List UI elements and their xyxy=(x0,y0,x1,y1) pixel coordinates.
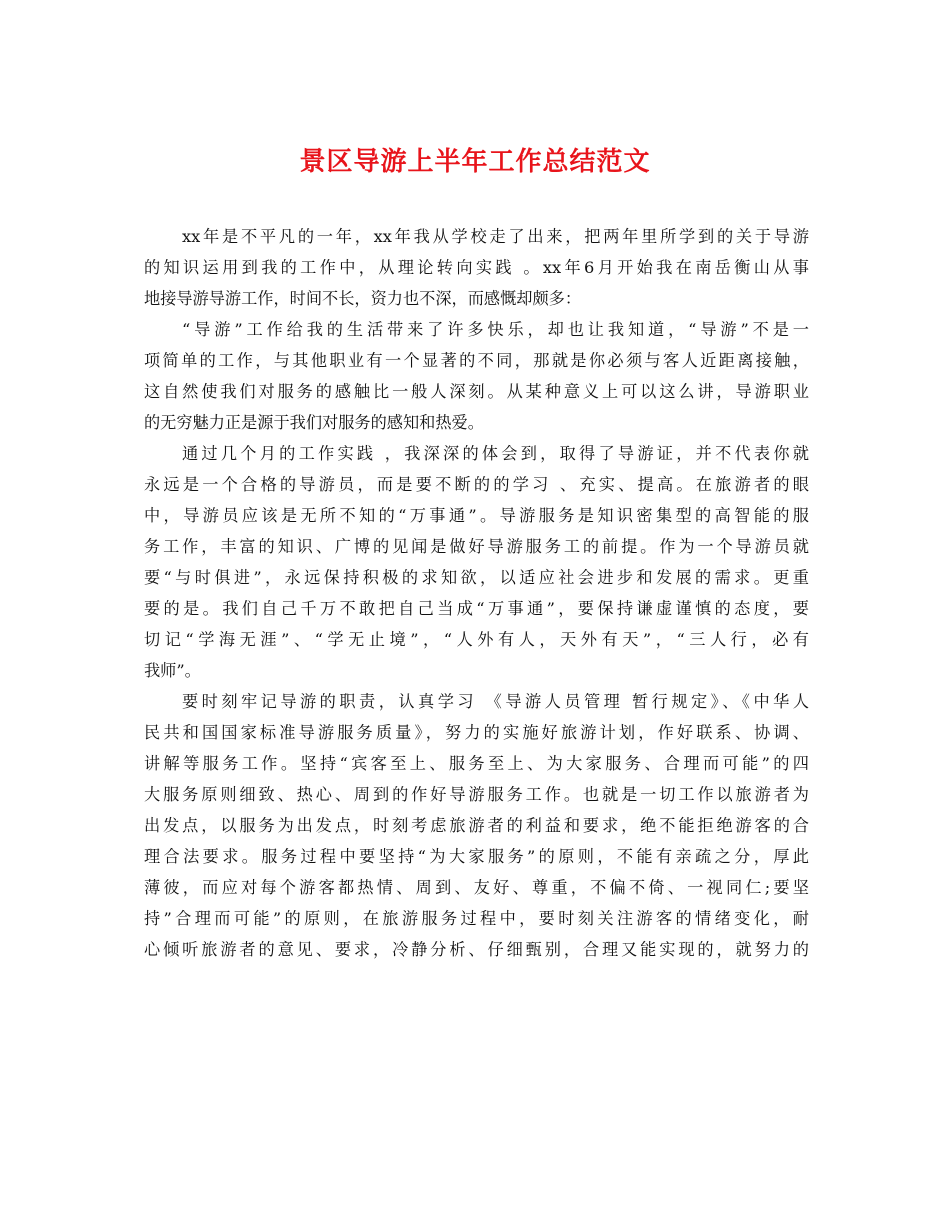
text-line: xx年是不平凡的一年，xx年我从学校走了出来，把两年里所学到的关于导游 xyxy=(182,227,809,246)
paragraph-2 xyxy=(144,314,809,438)
paragraph-3 xyxy=(144,438,809,686)
text-line: 大服务原则细致、热心、周到的作好导游服务工作。也就是一切工作以旅游者为 xyxy=(144,785,809,804)
text-line: 这自然使我们对服务的感触比一般人深刻。从某种意义上可以这么讲，导游职业 xyxy=(144,382,809,401)
text-line: 讲解等服务工作。坚持“宾客至上、服务至上、为大家服务、合理而可能”的四 xyxy=(144,754,809,773)
text-line: 薄彼，而应对每个游客都热情、周到、友好、尊重，不偏不倚、一视同仁;要坚 xyxy=(144,878,809,897)
text-line: 要的是。我们自己千万不敢把自己当成“万事通”，要保持谦虚谨慎的态度，要 xyxy=(144,599,809,618)
text-line: “导游”工作给我的生活带来了许多快乐，却也让我知道，“导游”不是一 xyxy=(182,320,809,339)
text-line: 中，导游员应该是无所不知的“万事通”。导游服务是知识密集型的高智能的服 xyxy=(144,506,809,525)
text-line: 的知识运用到我的工作中，从理论转向实践 。xx年6月开始我在南岳衡山从事 xyxy=(144,258,809,277)
text-line: 理合法要求。服务过程中要坚持“为大家服务”的原则，不能有亲疏之分，厚此 xyxy=(144,847,809,866)
text-line: 务工作，丰富的知识、广博的见闻是做好导游服务工的前提。作为一个导游员就 xyxy=(144,537,809,556)
text-line: 通过几个月的工作实践 ，我深深的体会到，取得了导游证，并不代表你就 xyxy=(182,444,809,463)
text-line: 永远是一个合格的导游员，而是要不断的的学习 、充实、提高。在旅游者的眼 xyxy=(144,475,809,494)
text-line: 切记“学海无涯”、“学无止境”，“人外有人，天外有天”，“三人行，必有 xyxy=(144,630,809,649)
text-line: 出发点，以服务为出发点，时刻考虑旅游者的利益和要求，绝不能拒绝游客的合 xyxy=(144,816,809,835)
document-title: 景区导游上半年工作总结范文 xyxy=(299,147,651,177)
text-line: 民共和国国家标准导游服务质量》，努力的实施好旅游计划，作好联系、协调、 xyxy=(144,723,809,742)
paragraph-4 xyxy=(144,686,809,965)
text-line: 我师”。 xyxy=(144,661,201,680)
text-line: 项简单的工作，与其他职业有一个显著的不同，那就是你必须与客人近距离接触， xyxy=(144,351,809,370)
document-body xyxy=(144,221,809,965)
text-line: 的无穷魅力正是源于我们对服务的感知和热爱。 xyxy=(144,413,484,432)
paragraph-1 xyxy=(144,221,809,314)
text-line: 要时刻牢记导游的职责，认真学习 《导游人员管理 暂行规定》、《中华人 xyxy=(182,692,809,711)
text-line: 持”合理而可能”的原则，在旅游服务过程中，要时刻关注游客的情绪变化，耐 xyxy=(144,909,809,928)
text-line: 地接导游导游工作，时间不长，资力也不深，而感慨却颇多： xyxy=(144,289,582,308)
text-line: 要“与时俱进”，永远保持积极的求知欲，以适应社会进步和发展的需求。更重 xyxy=(144,568,809,587)
text-line: 心倾听旅游者的意见、要求，冷静分析、仔细甄别，合理又能实现的，就努力的 xyxy=(144,940,809,959)
